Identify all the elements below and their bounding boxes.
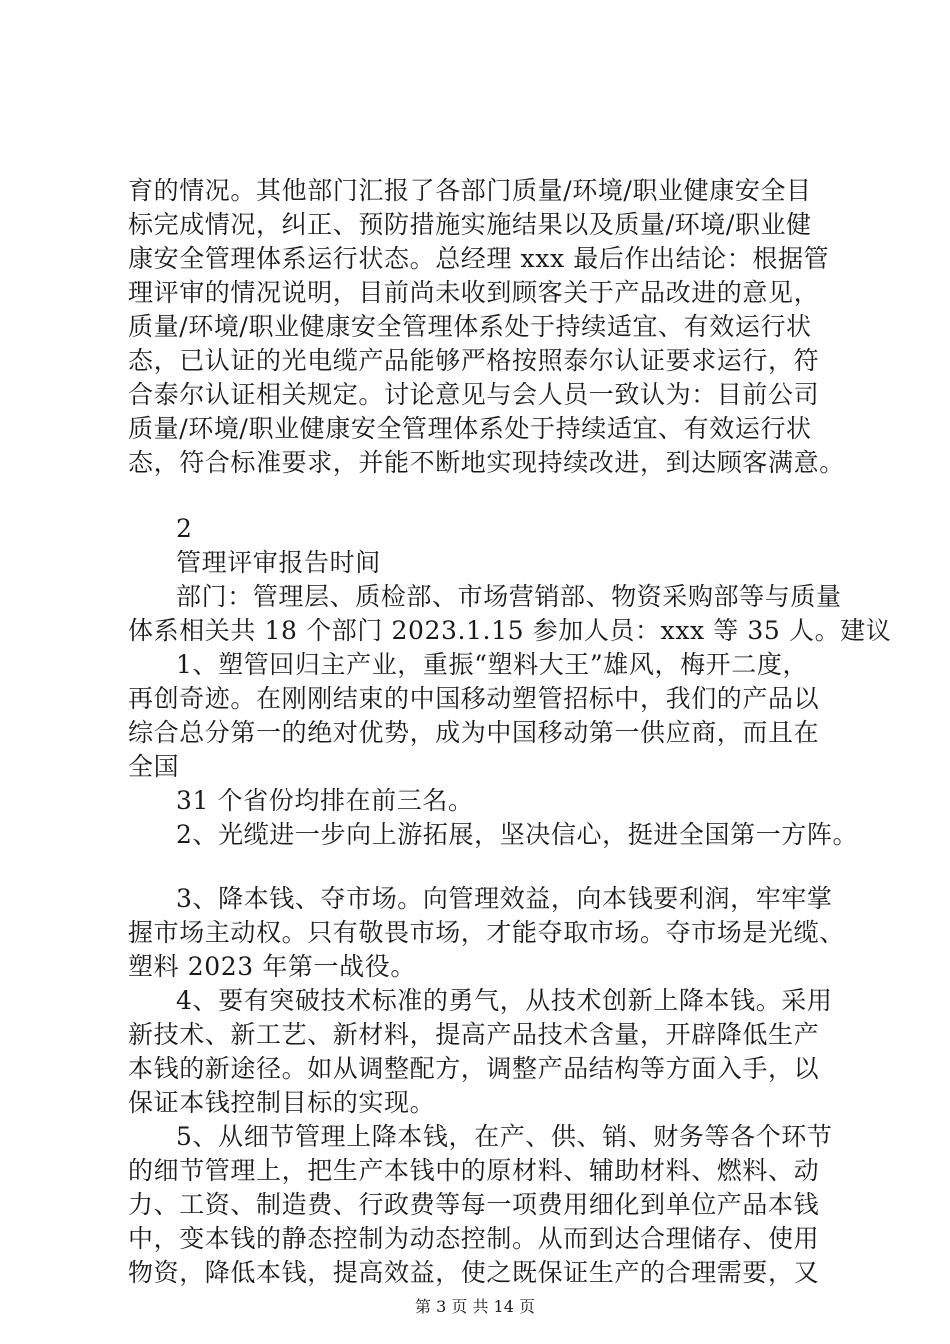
paragraph-line: 的细节管理上，把生产本钱中的原材料、辅助材料、燃料、动: [128, 1156, 820, 1185]
paragraph-line: 再创奇迹。在刚刚结束的中国移动塑管招标中，我们的产品以: [128, 684, 820, 713]
paragraph-line: 综合总分第一的绝对优势，成为中国移动第一供应商，而且在: [128, 718, 820, 747]
paragraph-line: 体系相关共 18 个部门 2023.1.15 参加人员：xxx 等 35 人。建议: [128, 616, 892, 645]
paragraph-line: 理评审的情况说明，目前尚未收到顾客关于产品改进的意见，: [128, 278, 820, 307]
paragraph-line: 合泰尔认证相关规定。讨论意见与会人员一致认为：目前公司: [128, 380, 820, 409]
paragraph-line: 新技术、新工艺、新材料，提高产品技术含量，开辟降低生产: [128, 1020, 820, 1049]
paragraph-line: 3、降本钱、夺市场。向管理效益，向本钱要利润，牢牢掌: [176, 884, 833, 913]
paragraph-line: 本钱的新途径。如从调整配方，调整产品结构等方面入手，以: [128, 1054, 820, 1083]
paragraph-line: 康安全管理体系运行状态。总经理 xxx 最后作出结论：根据管: [128, 244, 830, 273]
paragraph-line: 育的情况。其他部门汇报了各部门质量/环境/职业健康安全目: [128, 176, 812, 205]
paragraph-line: 中，变本钱的静态控制为动态控制。从而到达合理储存、使用: [128, 1224, 820, 1253]
paragraph-line: 1、塑管回归主产业，重振“塑料大王”雄风，梅开二度，: [176, 650, 809, 679]
paragraph-line: 力、工资、制造费、行政费等每一项费用细化到单位产品本钱: [128, 1190, 820, 1219]
paragraph-line: 标完成情况，纠正、预防措施实施结果以及质量/环境/职业健: [128, 210, 812, 239]
paragraph-line: 质量/环境/职业健康安全管理体系处于持续适宜、有效运行状: [128, 414, 812, 443]
section-number: 2: [176, 514, 193, 543]
paragraph-line: 全国: [128, 752, 180, 781]
paragraph-line: 质量/环境/职业健康安全管理体系处于持续适宜、有效运行状: [128, 312, 812, 341]
paragraph-line: 握市场主动权。只有敬畏市场，才能夺取市场。夺市场是光缆、: [128, 918, 845, 947]
paragraph-line: 物资，降低本钱，提高效益，使之既保证生产的合理需要，又: [128, 1258, 820, 1287]
section-heading: 管理评审报告时间: [176, 548, 381, 577]
paragraph-line: 5、从细节管理上降本钱，在产、供、销、财务等各个环节: [176, 1122, 833, 1151]
paragraph-line: 态，已认证的光电缆产品能够严格按照泰尔认证要求运行，符: [128, 346, 820, 375]
paragraph-line: 4、要有突破技术标准的勇气，从技术创新上降本钱。采用: [176, 986, 833, 1015]
paragraph-line: 保证本钱控制目标的实现。: [128, 1088, 436, 1117]
page-footer: 第 3 页 共 14 页: [415, 1297, 535, 1316]
paragraph-line: 31 个省份均排在前三名。: [176, 786, 474, 815]
paragraph-line: 态，符合标准要求，并能不断地实现持续改进，到达顾客满意。: [128, 448, 845, 477]
paragraph-line: 塑料 2023 年第一战役。: [128, 952, 416, 981]
paragraph-line: 2、光缆进一步向上游拓展，坚决信心，挺进全国第一方阵。: [176, 820, 859, 849]
paragraph-line: 部门：管理层、质检部、市场营销部、物资采购部等与质量: [176, 582, 842, 611]
